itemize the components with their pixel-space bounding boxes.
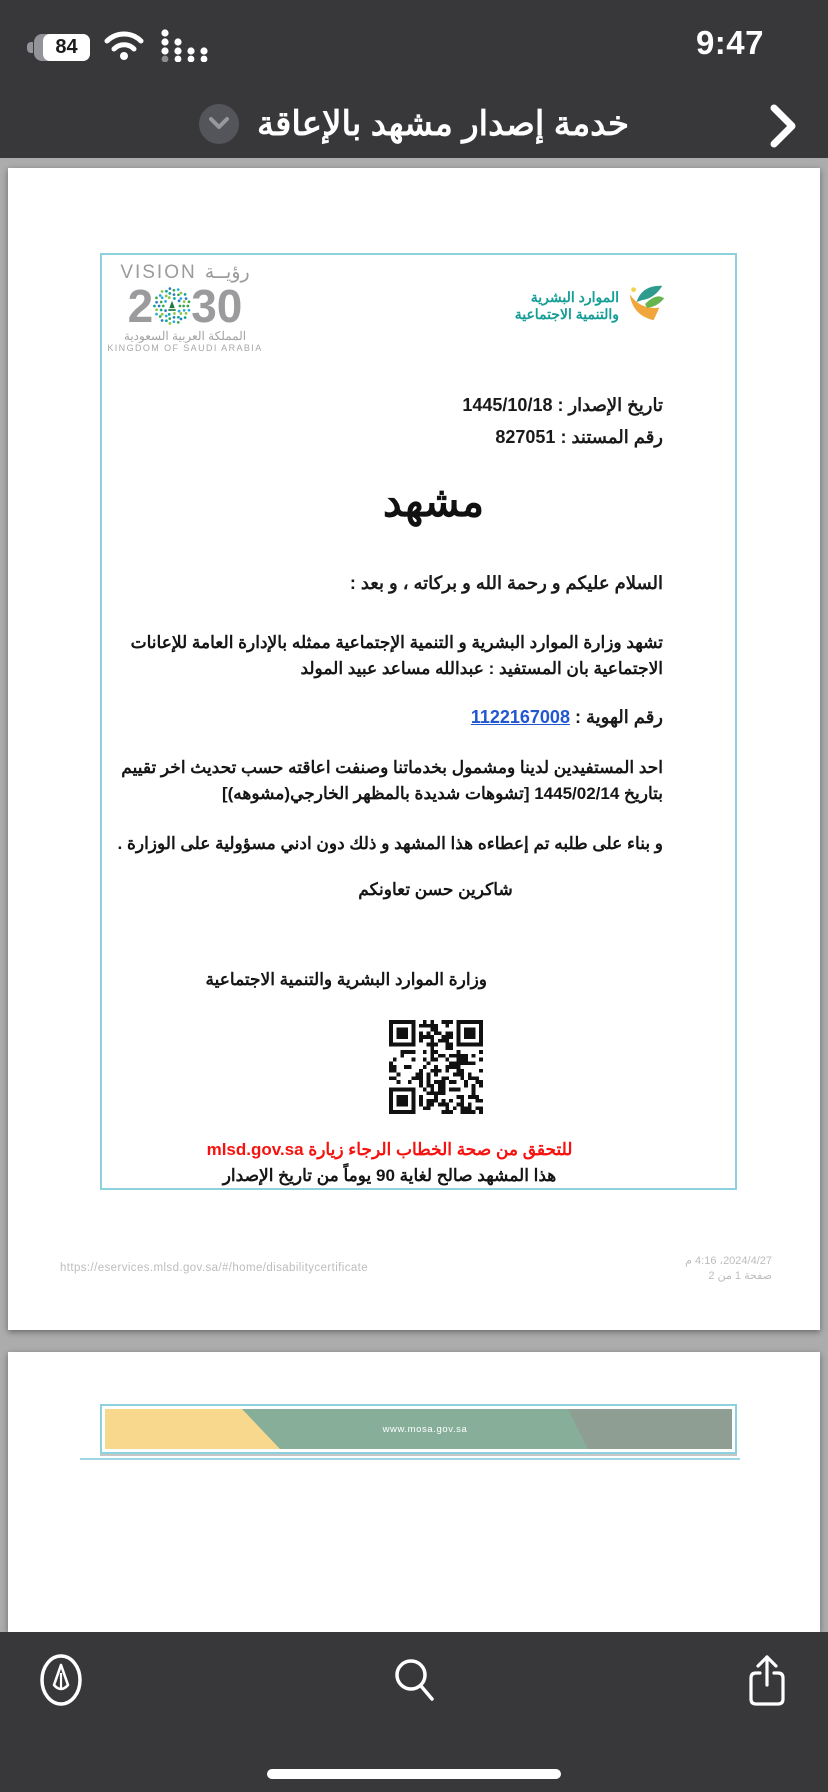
paragraph-disability: احد المستفيدين لدينا ومشمول بخدماتنا وصنفت اعاقته حسب تحديث اخر تقييم بتاريخ 1445/02/14 [تشوهات شديدة بالمظهر الخارجي(مشوهه)] <box>121 758 663 803</box>
greeting-line: السلام عليكم و رحمة الله و بركاته ، و بعد : <box>349 573 663 593</box>
home-indicator[interactable] <box>267 1769 561 1779</box>
share-icon <box>744 1653 790 1710</box>
page-title: خدمة إصدار مشهد بالإعاقة <box>256 105 630 143</box>
back-button[interactable] <box>764 104 804 148</box>
document-page-1 <box>8 168 820 1330</box>
chevron-down-icon <box>209 116 229 133</box>
document-viewer[interactable] <box>0 158 828 1632</box>
ministry-palm-icon <box>625 281 667 330</box>
clock-time: 9:47 <box>695 24 764 61</box>
document-number-line: رقم المستند : 827051 <box>495 427 663 447</box>
battery-icon <box>34 34 90 61</box>
cellular-signal-icon <box>158 28 212 67</box>
nav-bar <box>0 90 828 158</box>
document-page-2 <box>8 1352 820 1632</box>
paragraph-beneficiary: تشهد وزارة الموارد البشرية و التنمية الإجتماعية ممثله بالإدارة العامة للإعانات الاجتماعية بان المستفيد : عبدالله مساعد عبيد المولد <box>130 633 663 678</box>
share-button[interactable] <box>742 1654 792 1708</box>
certificate-heading: مشهد <box>382 477 485 526</box>
page2-banner <box>105 1409 732 1449</box>
certificate-frame <box>100 253 737 1190</box>
national-id-link[interactable]: 1122167008 <box>470 707 570 727</box>
ministry-logo: الموارد البشرية والتنمية الاجتماعية <box>515 281 667 330</box>
vision-emblem-icon <box>153 287 191 325</box>
paragraph-disclaimer: و بناء على طلبه تم إعطاءه هذا المشهد و ذلك دون ادني مسؤولية على الوزارة . <box>117 834 663 853</box>
search-button[interactable] <box>389 1654 439 1708</box>
title-dropdown-button[interactable] <box>199 104 239 144</box>
page2-divider <box>80 1458 740 1460</box>
issue-date-line: تاريخ الإصدار : 1445/10/18 <box>462 395 663 415</box>
markup-pencil-icon <box>38 1653 84 1710</box>
banner-url: www.mosa.gov.sa <box>382 1423 468 1435</box>
banner-yellow-shape <box>105 1409 285 1449</box>
national-id-line: رقم الهوية : 1122167008 <box>470 707 663 727</box>
status-bar <box>0 0 828 90</box>
ministry-signature: وزارة الموارد البشرية والتنمية الاجتماعية <box>205 970 487 989</box>
bottom-toolbar <box>0 1632 828 1792</box>
wifi-icon <box>104 30 144 65</box>
validity-notice: هذا المشهد صالح لغاية 90 يوماً من تاريخ الإصدار <box>222 1166 557 1185</box>
markup-button[interactable] <box>36 1654 86 1708</box>
footer-source-url: https://eservices.mlsd.gov.sa/#/home/disabilitycertificate <box>60 1262 369 1274</box>
banner-gray-shape <box>568 1409 732 1449</box>
footer-print-info <box>685 1254 772 1284</box>
status-left-cluster <box>34 28 212 67</box>
battery-percent: 84 <box>55 36 78 58</box>
footer-datetime: 2024/4/27، 4:16 م <box>685 1255 772 1267</box>
thanks-line: شاكرين حسن تعاونكم <box>358 880 513 899</box>
search-icon <box>390 1655 438 1708</box>
footer-page-number: صفحة 1 من 2 <box>708 1270 772 1282</box>
chevron-right-icon <box>770 136 798 151</box>
verify-notice: للتحقق من صحة الخطاب الرجاء زيارة mlsd.gov.sa <box>206 1140 573 1159</box>
vision-2030-logo: VISION رؤيــة 2 30 المملكة العربية السعودية KINGDOM OF SAUDI ARABIA <box>107 261 263 353</box>
qr-code <box>389 1020 483 1114</box>
page2-banner-frame <box>100 1404 737 1454</box>
